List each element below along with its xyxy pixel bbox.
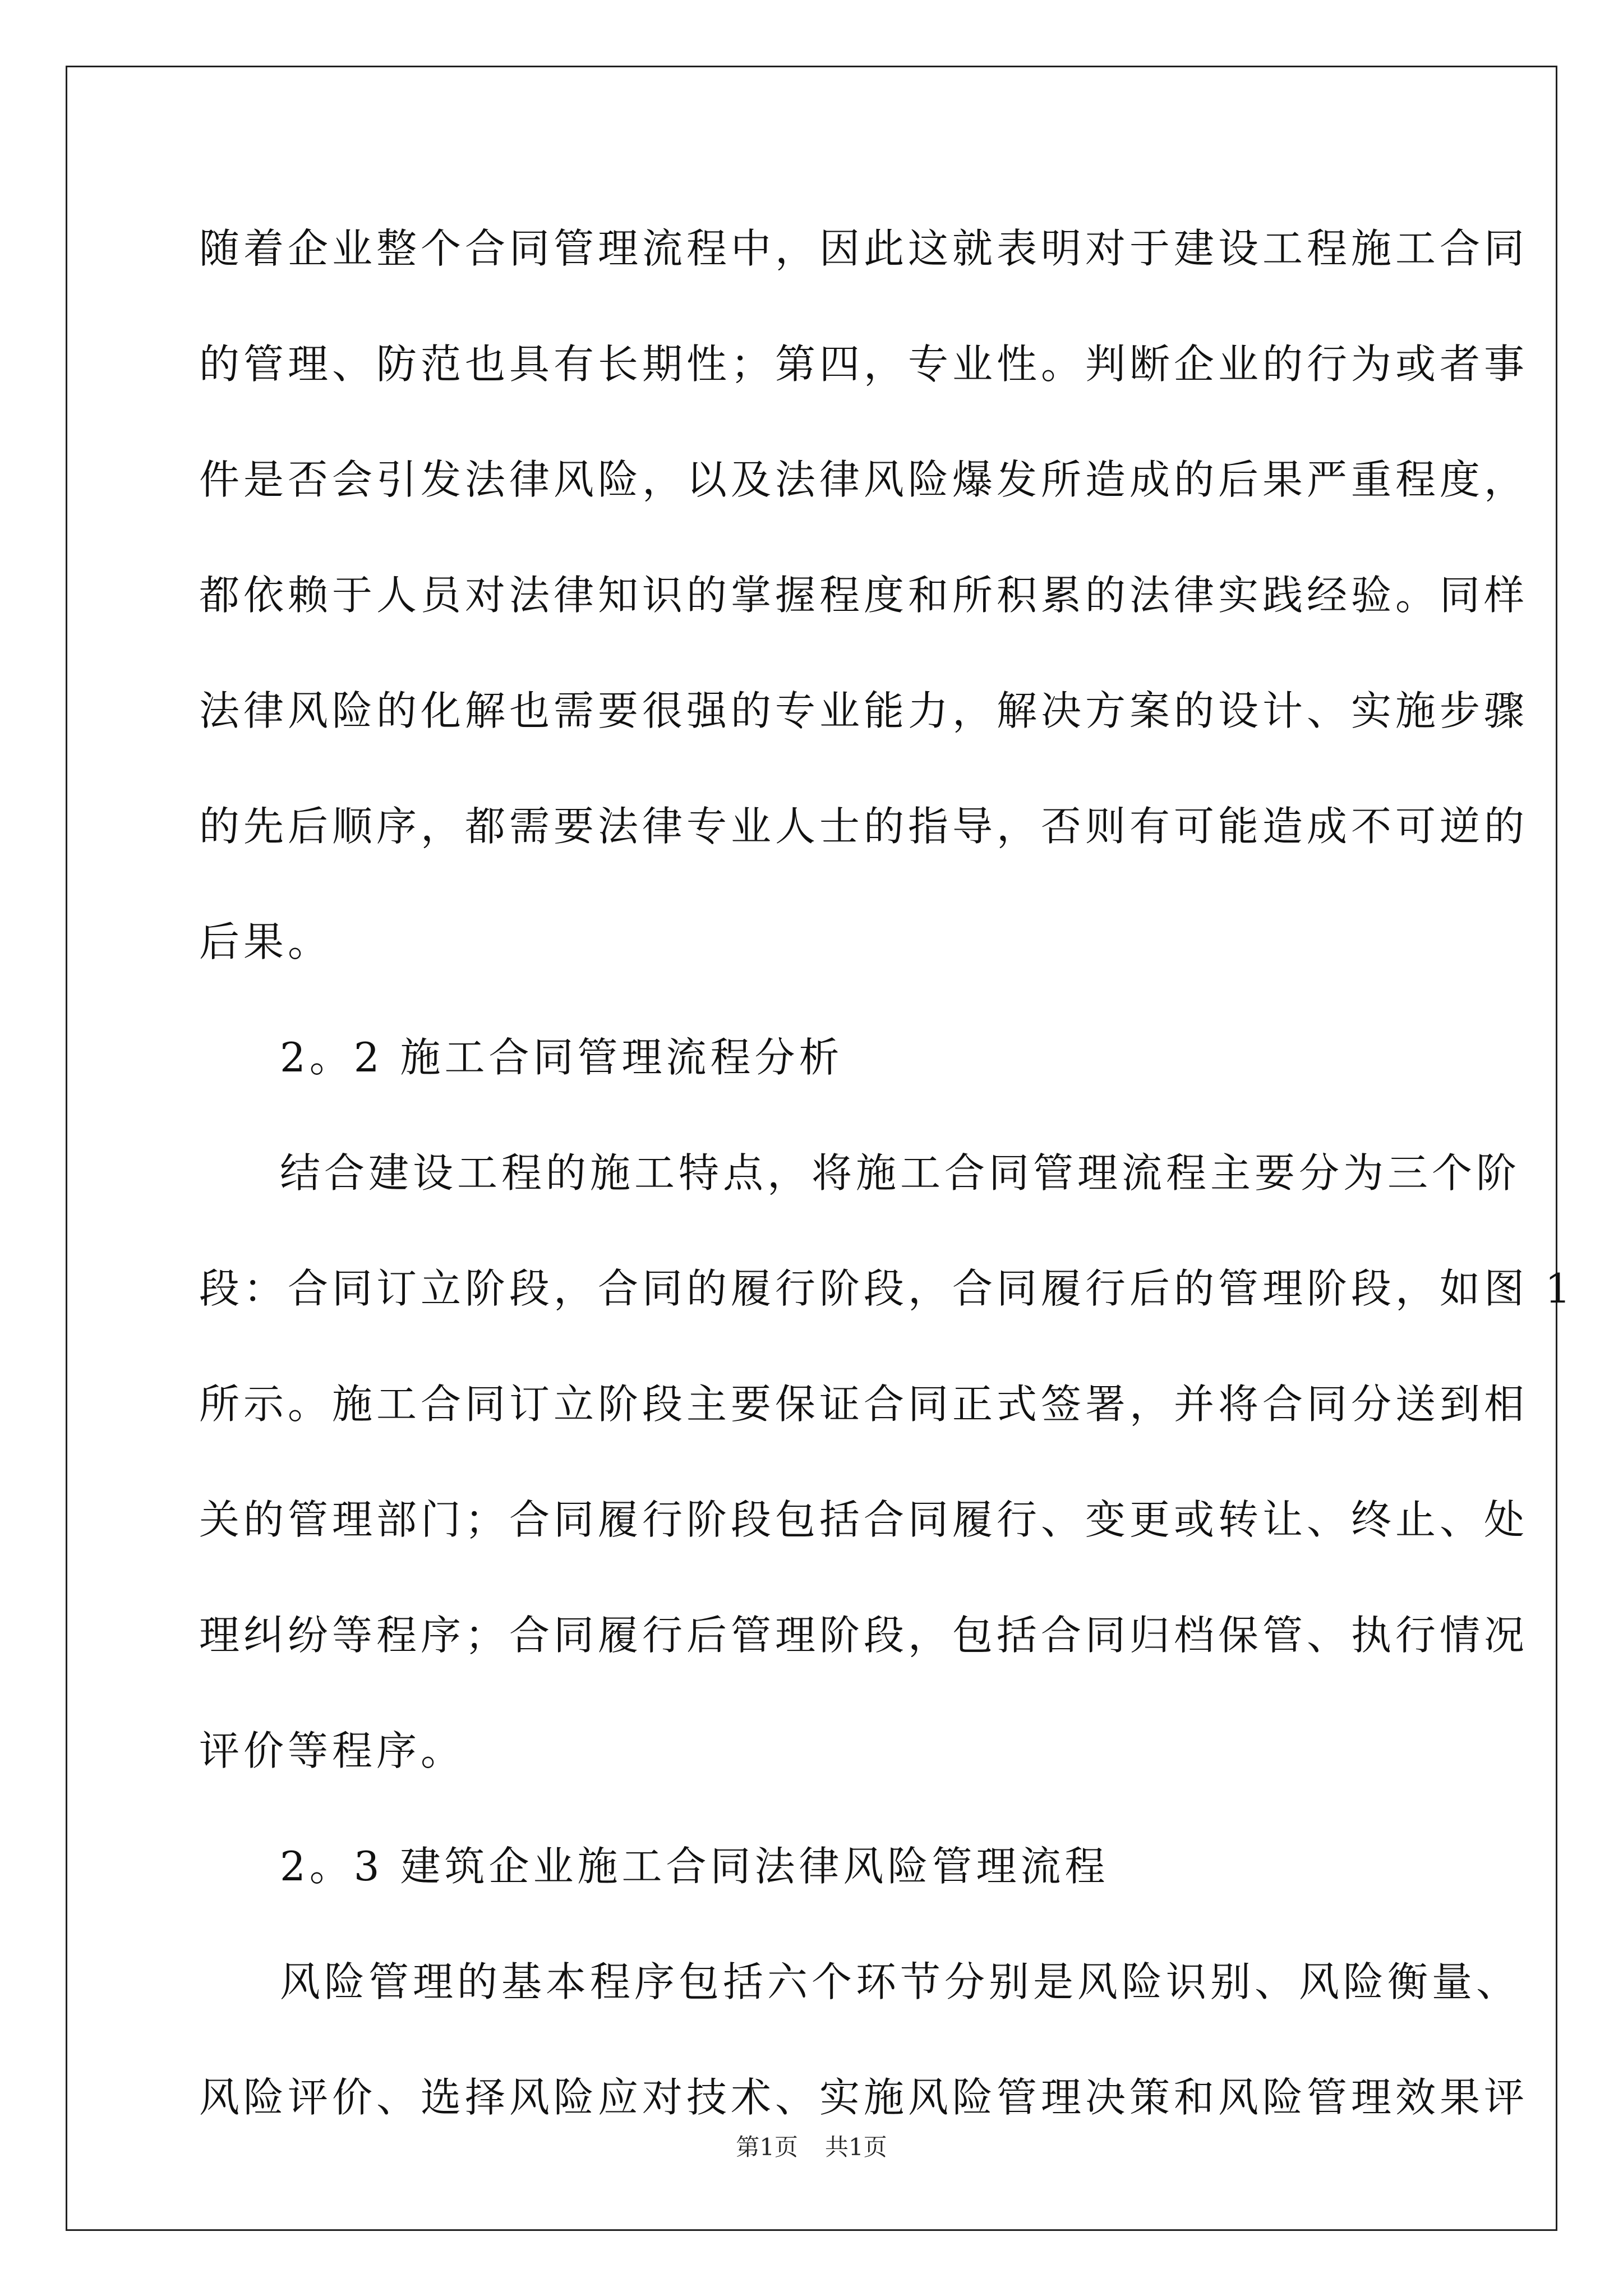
text-line-13: 理纠纷等程序；合同履行后管理阶段，包括合同归档保管、执行情况 [199, 1612, 1529, 1659]
section-heading-2-2: 2。2 施工合同管理流程分析 [280, 1034, 843, 1081]
page-footer [0, 2129, 1623, 2162]
text-line-9: 结合建设工程的施工特点，将施工合同管理流程主要分为三个阶 [280, 1149, 1521, 1197]
text-line-12: 关的管理部门；合同履行阶段包括合同履行、变更或转让、终止、处 [199, 1496, 1529, 1543]
text-line-16: 风险管理的基本程序包括六个环节分别是风险识别、风险衡量、 [280, 1958, 1521, 2005]
text-line-11: 所示。施工合同订立阶段主要保证合同正式签署，并将合同分送到相 [199, 1381, 1529, 1428]
text-line-4: 都依赖于人员对法律知识的掌握程度和所积累的法律实践经验。同样 [199, 572, 1529, 619]
text-line-1: 随着企业整个合同管理流程中，因此这就表明对于建设工程施工合同 [199, 225, 1529, 272]
section-heading-2-3: 2。3 建筑企业施工合同法律风险管理流程 [280, 1843, 1109, 1890]
text-line-14: 评价等程序。 [199, 1727, 465, 1774]
text-line-2: 的管理、防范也具有长期性；第四，专业性。判断企业的行为或者事 [199, 341, 1529, 388]
page-number: 第1页 [736, 2133, 798, 2161]
document-body [199, 191, 1575, 2155]
text-line-5: 法律风险的化解也需要很强的专业能力，解决方案的设计、实施步骤 [199, 687, 1529, 734]
text-line-3: 件是否会引发法律风险，以及法律风险爆发所造成的后果严重程度， [199, 456, 1529, 503]
text-line-10: 段：合同订立阶段，合同的履行阶段，合同履行后的管理阶段，如图 1 [199, 1265, 1575, 1312]
text-line-7: 后果。 [199, 918, 333, 965]
text-line-6: 的先后顺序，都需要法律专业人士的指导，否则有可能造成不可逆的 [199, 803, 1529, 850]
text-line-17: 风险评价、选择风险应对技术、实施风险管理决策和风险管理效果评 [199, 2074, 1529, 2121]
page-total: 共1页 [825, 2133, 887, 2161]
